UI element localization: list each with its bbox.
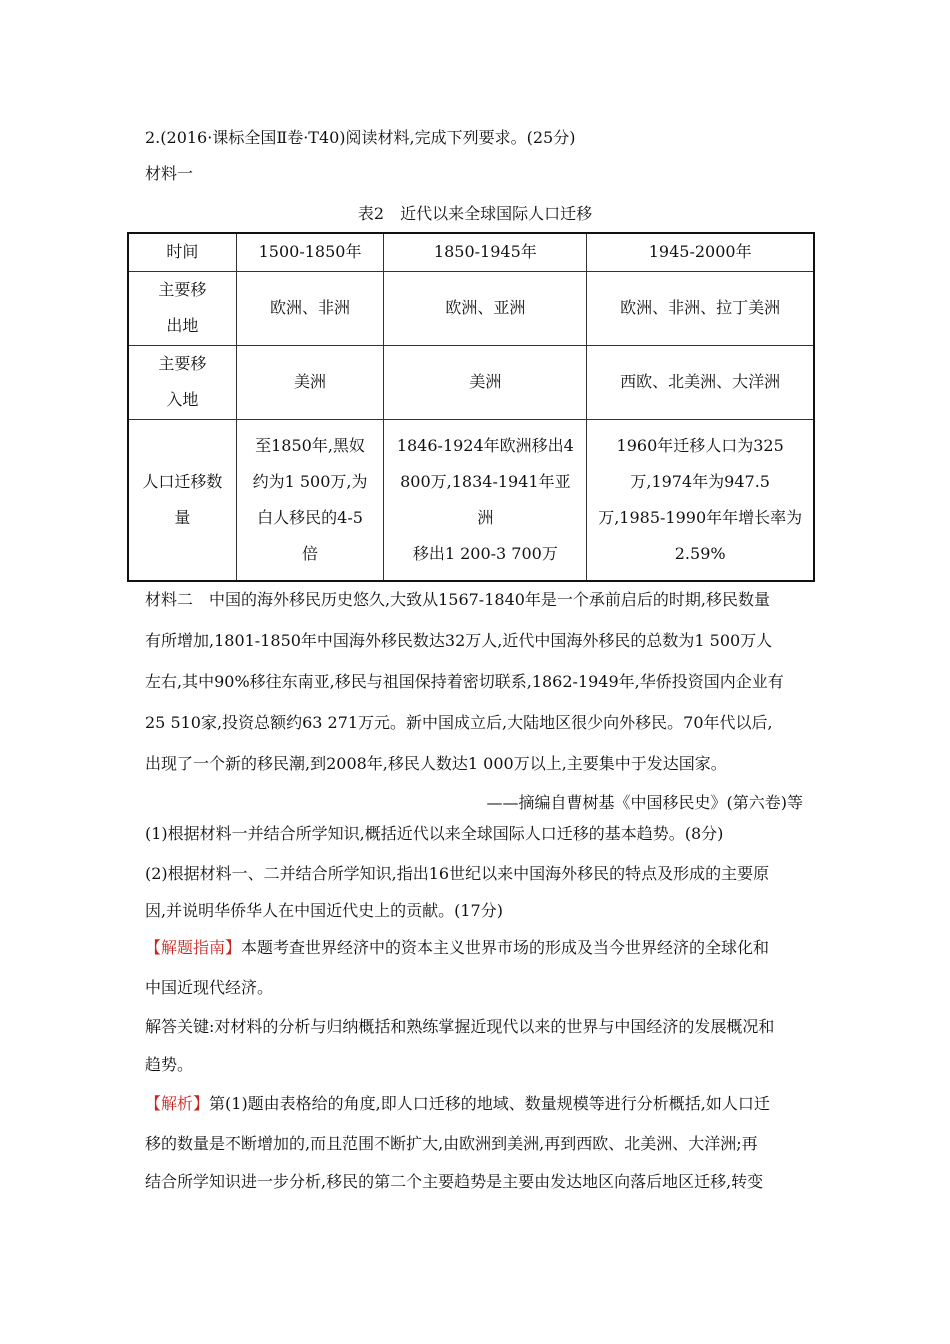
analysis-text: 第(1)题由表格给的角度,即人口迁移的地域、数量规模等进行分析概括,如人口迁 (209, 1094, 770, 1113)
header-cell: 1850-1945年 (384, 233, 587, 271)
cell-line: 万,1974年为947.5 (630, 471, 770, 491)
row-label (128, 345, 236, 419)
guide-tag: 【解题指南】 (145, 938, 242, 957)
guide-line (145, 938, 769, 958)
header-cell: 时间 (128, 233, 236, 271)
cell-line: 倍 (302, 543, 319, 563)
row-label-line: 人口迁移数 (142, 471, 223, 491)
analysis-tag: 【解析】 (145, 1094, 210, 1113)
analysis-line: 移的数量是不断增加的,而且范围不断扩大,由欧洲到美洲,再到西欧、北美洲、大洋洲;再 (145, 1134, 758, 1153)
migration-table (127, 232, 815, 582)
row-label-line: 主要移 (158, 280, 207, 299)
material2-line: 材料二 中国的海外移民历史悠久,大致从1567-1840年是一个承前启后的时期,移民数量 (145, 590, 771, 609)
analysis-line (145, 1094, 770, 1114)
guide-line: 中国近现代经济。 (145, 978, 274, 997)
table-row-immigration (128, 345, 814, 419)
header-cell: 1500-1850年 (236, 233, 384, 271)
material2-line: 25 510家,投资总额约63 271万元。新中国成立后,大陆地区很少向外移民。70年代以后, (145, 713, 773, 732)
table-cell: 西欧、北美洲、大洋洲 (587, 345, 814, 419)
question-header: 2.(2016·课标全国Ⅱ卷·T40)阅读材料,完成下列要求。(25分) (145, 128, 576, 147)
table-cell: 美洲 (236, 345, 384, 419)
table-cell (587, 419, 814, 581)
table-row-emigration (128, 271, 814, 345)
row-label (128, 271, 236, 345)
cell-line: 万,1985-1990年年增长率为 (598, 507, 803, 527)
cell-line: 至1850年,黑奴 (255, 435, 365, 455)
table-row-migration-count (128, 419, 814, 581)
table-cell: 欧洲、非洲、拉丁美洲 (587, 271, 814, 345)
guide-text: 本题考查世界经济中的资本主义世界市场的形成及当今世界经济的全球化和 (241, 938, 770, 957)
row-label-line: 主要移 (158, 354, 207, 373)
cell-line: 白人移民的4-5 (257, 507, 363, 527)
material1-label: 材料一 (145, 164, 194, 183)
guide-key-line: 趋势。 (145, 1055, 194, 1074)
row-label-line: 入地 (166, 390, 199, 409)
table-header-row (128, 233, 814, 271)
material2-line: 左右,其中90%移往东南亚,移民与祖国保持着密切联系,1862-1949年,华侨投资国内企业有 (145, 672, 784, 691)
analysis-line: 结合所学知识进一步分析,移民的第二个主要趋势是主要由发达地区向落后地区迁移,转变 (145, 1172, 764, 1191)
header-cell: 1945-2000年 (587, 233, 814, 271)
material2-line: 出现了一个新的移民潮,到2008年,移民人数达1 000万以上,主要集中于发达国家。 (145, 754, 727, 773)
task-1: (1)根据材料一并结合所学知识,概括近代以来全球国际人口迁移的基本趋势。(8分) (145, 824, 724, 843)
table-cell: 欧洲、非洲 (236, 271, 384, 345)
table-cell: 美洲 (384, 345, 587, 419)
table-cell (384, 419, 587, 581)
table-cell (236, 419, 384, 581)
guide-key-line: 解答关键:对材料的分析与归纳概括和熟练掌握近现代以来的世界与中国经济的发展概况和 (145, 1017, 775, 1036)
material2-line: 有所增加,1801-1850年中国海外移民数达32万人,近代中国海外移民的总数为1 500万人 (145, 631, 773, 650)
cell-line: 800万,1834-1941年亚洲 (400, 471, 571, 527)
material2-source: ——摘编自曹树基《中国移民史》(第六卷)等 (486, 793, 803, 812)
task-2-line: 因,并说明华侨华人在中国近代史上的贡献。(17分) (145, 901, 503, 920)
cell-line: 移出1 200-3 700万 (412, 543, 558, 563)
row-label-line: 出地 (166, 316, 199, 335)
table-cell: 欧洲、亚洲 (384, 271, 587, 345)
cell-line: 约为1 500万,为 (252, 471, 368, 491)
task-2-line: (2)根据材料一、二并结合所学知识,指出16世纪以来中国海外移民的特点及形成的主要原 (145, 864, 770, 883)
row-label-line: 量 (174, 507, 191, 527)
table-caption: 表2 近代以来全球国际人口迁移 (357, 204, 593, 223)
cell-line: 2.59% (674, 543, 726, 563)
cell-line: 1846-1924年欧洲移出4 (396, 435, 574, 455)
cell-line: 1960年迁移人口为325 (616, 435, 784, 455)
row-label (128, 419, 236, 581)
